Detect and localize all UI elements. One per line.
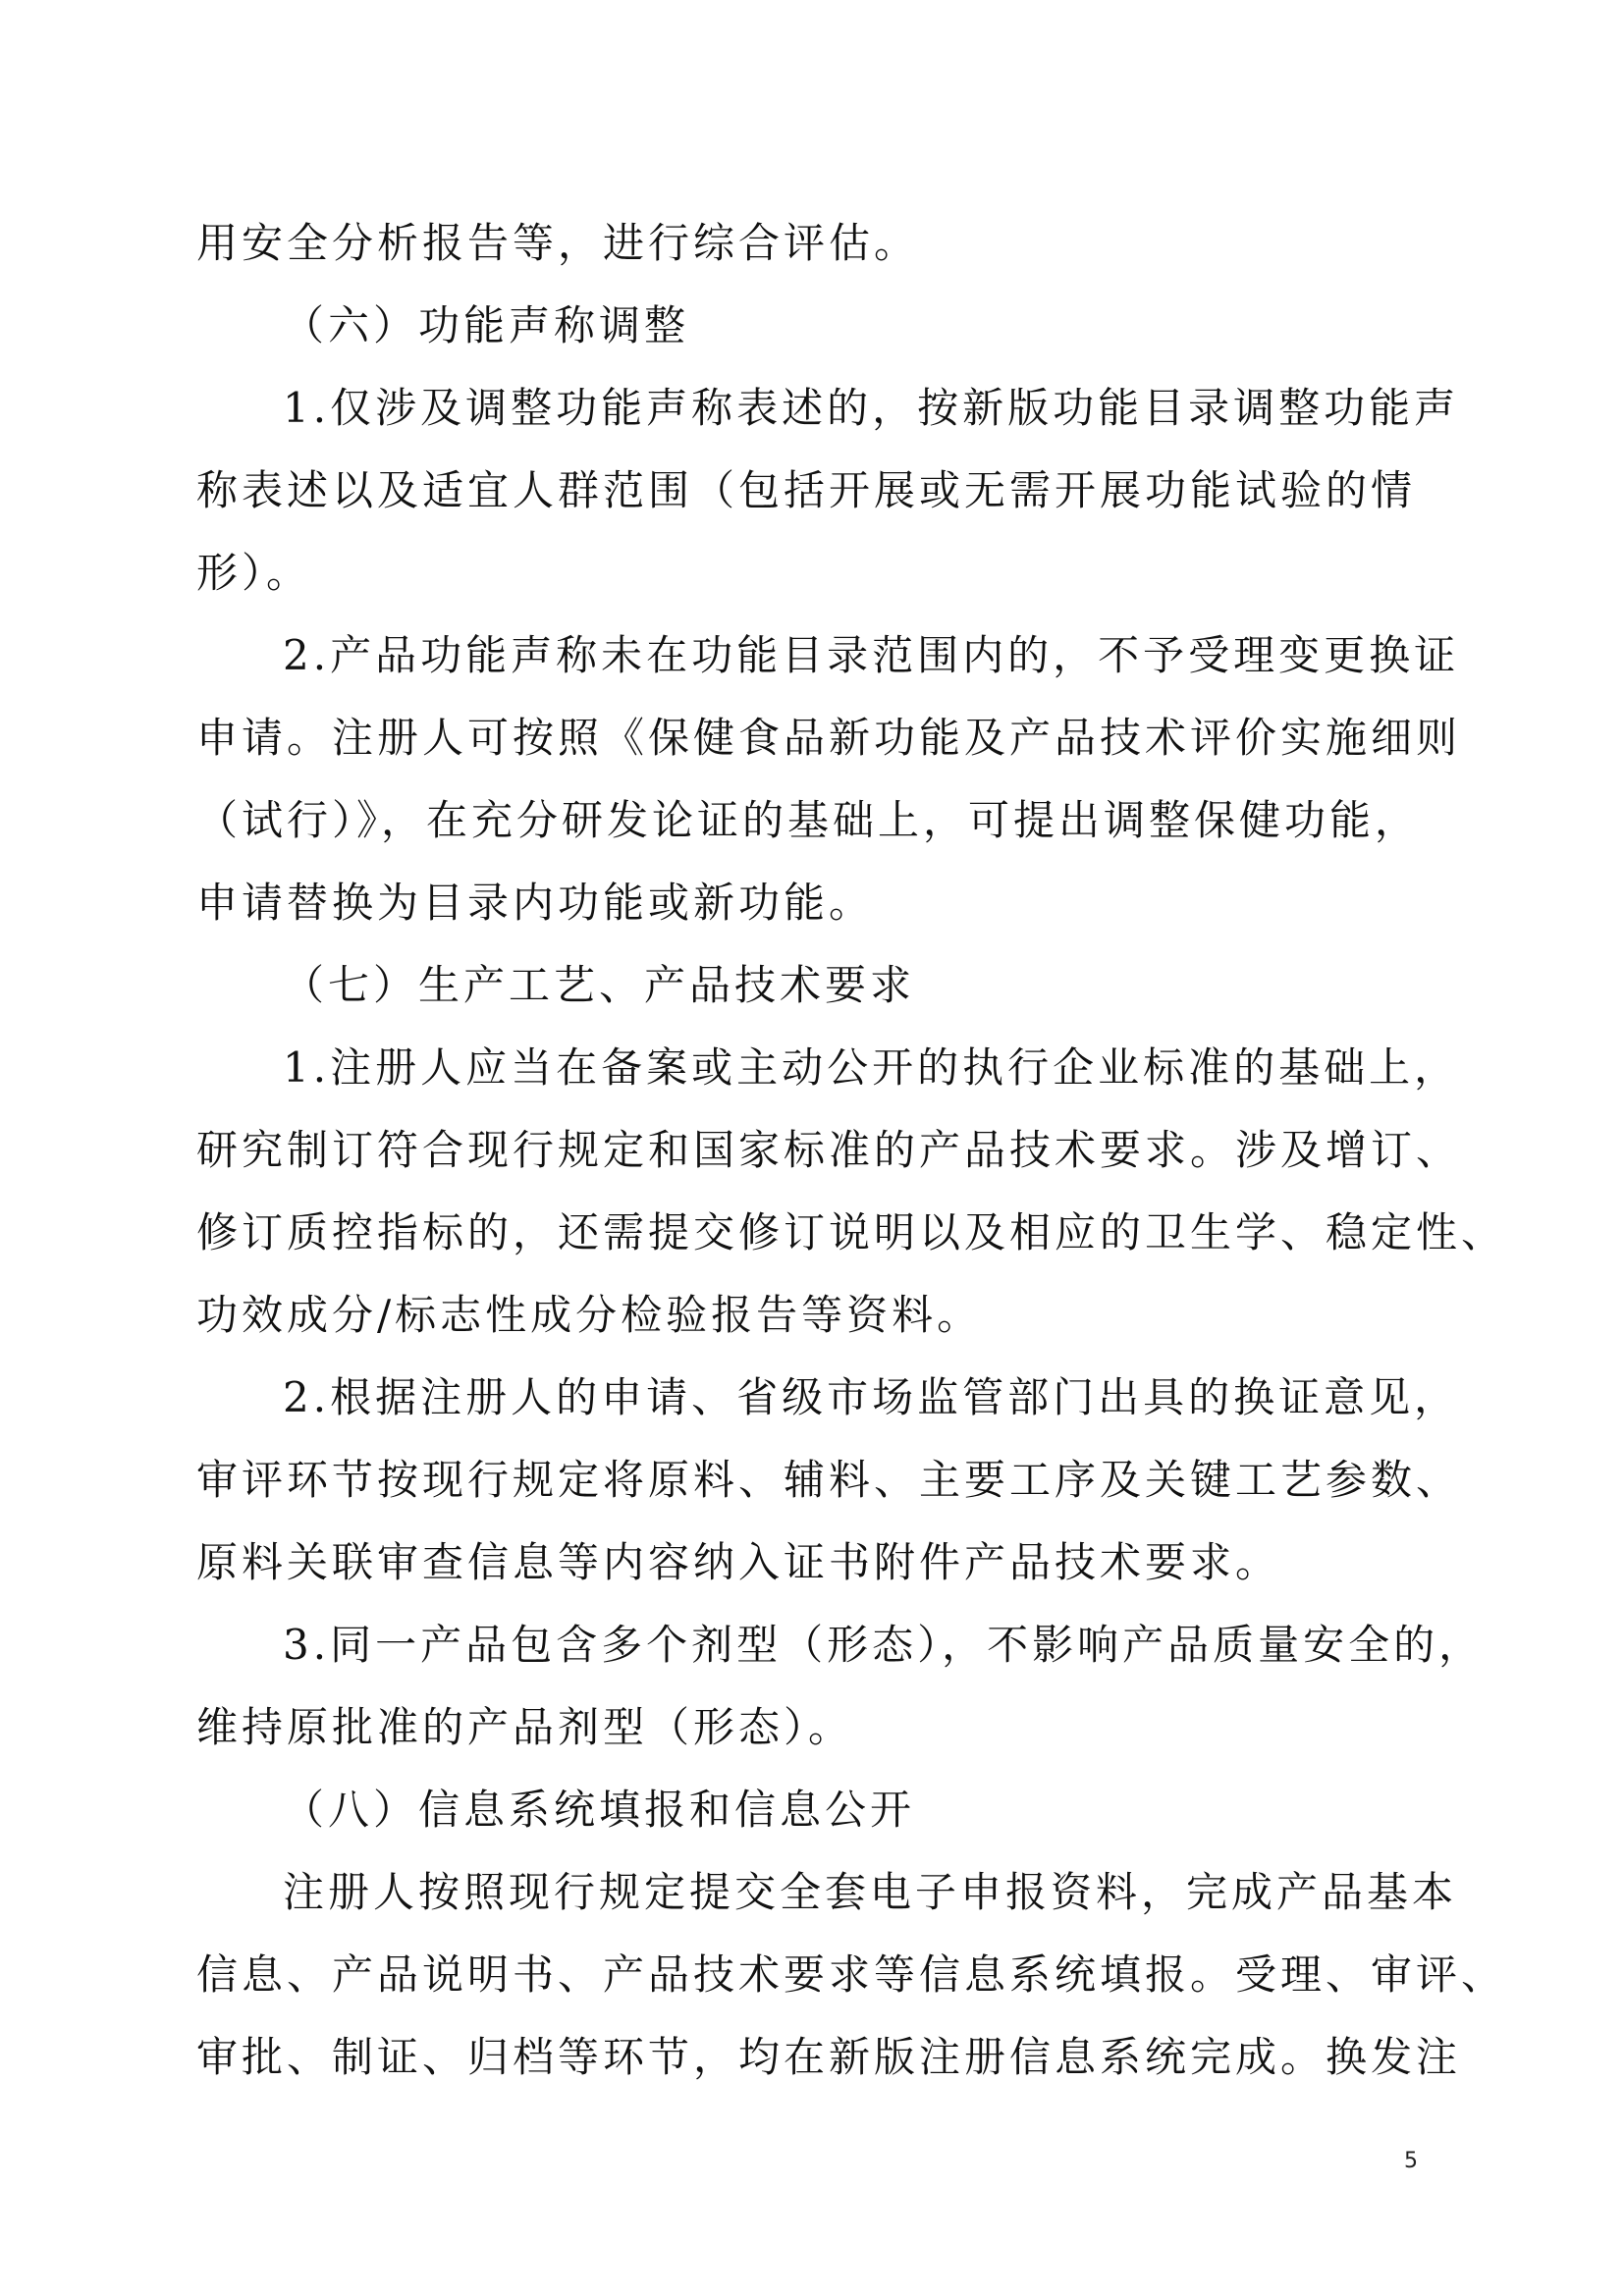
text-line: 修订质控指标的，还需提交修订说明以及相应的卫生学、稳定性、 — [196, 1208, 1507, 1256]
text-line: 1.注册人应当在备案或主动公开的执行企业标准的基础上， — [283, 1043, 1460, 1092]
section-heading: （八）信息系统填报和信息公开 — [283, 1786, 916, 1834]
text-line: 申请替换为目录内功能或新功能。 — [196, 879, 875, 927]
text-line: 用安全分析报告等，进行综合评估。 — [196, 219, 920, 267]
text-line: 称表述以及适宜人群范围（包括开展或无需开展功能试验的情 — [196, 466, 1417, 514]
text-line: 3.同一产品包含多个剂型（形态），不影响产品质量安全的， — [283, 1621, 1485, 1669]
text-line: 研究制订符合现行规定和国家标准的产品技术要求。涉及增订、 — [196, 1126, 1462, 1174]
text-line: 审评环节按现行规定将原料、辅料、主要工序及关键工艺参数、 — [196, 1456, 1462, 1504]
text-line: 审批、制证、归档等环节，均在新版注册信息系统完成。换发注 — [196, 2033, 1462, 2081]
text-line: 2.产品功能声称未在功能目录范围内的，不予受理变更换证 — [283, 631, 1460, 679]
text-line: 维持原批准的产品剂型（形态）。 — [196, 1703, 854, 1751]
text-line: 2.根据注册人的申请、省级市场监管部门出具的换证意见， — [283, 1373, 1460, 1421]
text-line: 原料关联审查信息等内容纳入证书附件产品技术要求。 — [196, 1538, 1281, 1586]
text-line: 1.仅涉及调整功能声称表述的，按新版功能目录调整功能声 — [283, 384, 1460, 432]
text-line: （试行）》，在充分研发论证的基础上，可提出调整保健功能， — [196, 796, 1421, 844]
text-line: 形）。 — [196, 549, 312, 597]
page-number: 5 — [1404, 2149, 1418, 2173]
text-line: 申请。注册人可按照《保健食品新功能及产品技术评价实施细则 — [196, 714, 1462, 762]
text-line: 功效成分/标志性成分检验报告等资料。 — [196, 1291, 983, 1339]
section-heading: （六）功能声称调整 — [283, 301, 690, 349]
section-heading: （七）生产工艺、产品技术要求 — [283, 961, 916, 1009]
text-line: 注册人按照现行规定提交全套电子申报资料，完成产品基本 — [283, 1868, 1458, 1916]
text-line: 信息、产品说明书、产品技术要求等信息系统填报。受理、审评、 — [196, 1950, 1507, 1999]
